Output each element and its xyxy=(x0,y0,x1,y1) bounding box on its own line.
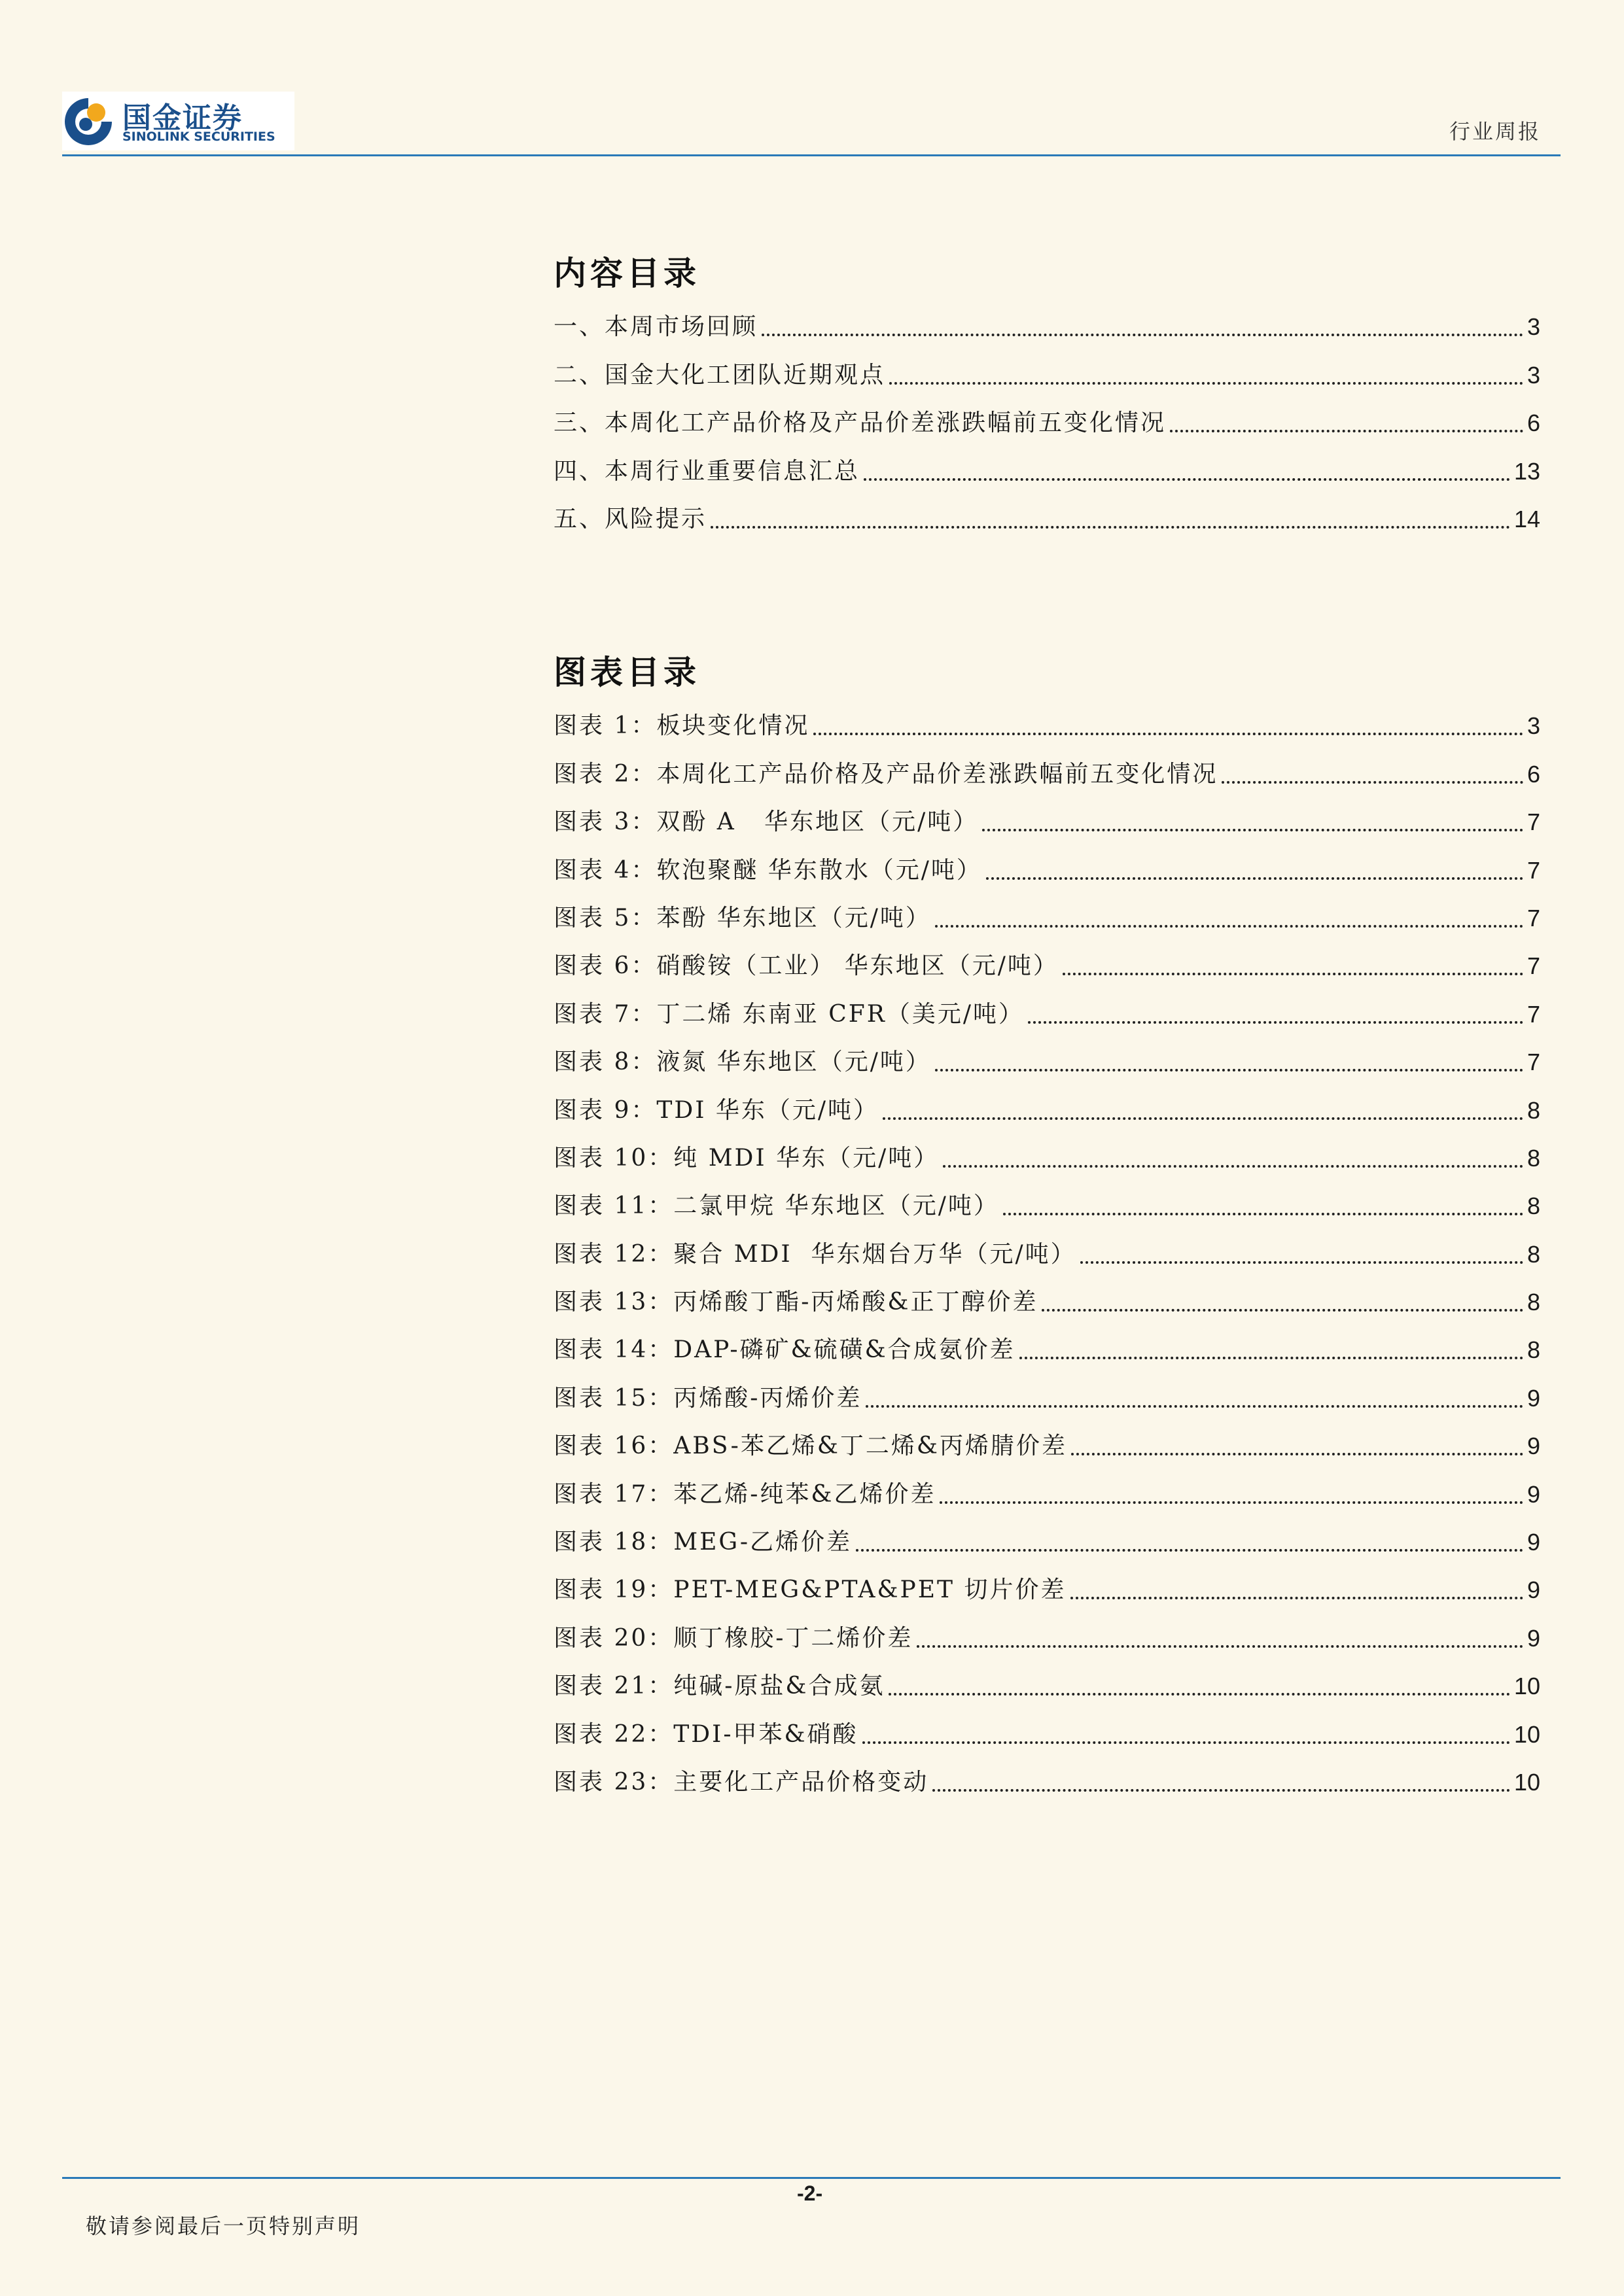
toc-entry-label: 三、本周化工产品价格及产品价差涨跌幅前五变化情况 xyxy=(554,409,1167,437)
toc-entry-page: 14 xyxy=(1513,505,1540,532)
toc-entry-page: 13 xyxy=(1513,457,1540,485)
dot-leader xyxy=(862,1741,1510,1744)
toc-entry-label: 图表 7：丁二烯 东南亚 CFR（美元/吨） xyxy=(554,1000,1024,1028)
figure-entry[interactable] xyxy=(554,702,1540,750)
toc-entry-page: 8 xyxy=(1527,1192,1540,1220)
dot-leader xyxy=(1070,1597,1523,1599)
toc-entry-label: 图表 19：PET-MEG&PTA&PET 切片价差 xyxy=(554,1576,1067,1604)
dot-leader xyxy=(935,925,1523,928)
dot-leader xyxy=(1003,1213,1523,1215)
figure-entry[interactable] xyxy=(554,1182,1540,1230)
toc-entry-page: 9 xyxy=(1527,1576,1540,1604)
dot-leader xyxy=(1222,781,1523,784)
dot-leader xyxy=(889,382,1523,385)
toc-entry-label: 图表 8：液氮 华东地区（元/吨） xyxy=(554,1049,931,1076)
dot-leader xyxy=(986,877,1523,880)
dot-leader xyxy=(1071,1453,1523,1455)
company-logo xyxy=(62,92,294,150)
toc-entry-page: 7 xyxy=(1527,856,1540,884)
contents-entry[interactable] xyxy=(554,351,1540,398)
figure-entry[interactable] xyxy=(554,1278,1540,1326)
dot-leader xyxy=(1080,1261,1523,1264)
dot-leader xyxy=(935,1069,1523,1071)
figure-entry[interactable] xyxy=(554,846,1540,894)
toc-entry-label: 图表 5：苯酚 华东地区（元/吨） xyxy=(554,904,931,931)
figure-entry[interactable] xyxy=(554,894,1540,942)
contents-entry[interactable] xyxy=(554,399,1540,447)
toc-entry-page: 7 xyxy=(1527,1000,1540,1028)
sinolink-logo-icon xyxy=(62,96,115,148)
figure-entry[interactable] xyxy=(554,1662,1540,1710)
toc-entry-page: 7 xyxy=(1527,1049,1540,1076)
toc-entry-label: 图表 2：本周化工产品价格及产品价差涨跌幅前五变化情况 xyxy=(554,760,1218,788)
dot-leader xyxy=(1042,1309,1523,1312)
dot-leader xyxy=(856,1549,1523,1552)
toc-entry-page: 3 xyxy=(1527,313,1540,341)
logo-english-name: SINOLINK SECURITIES xyxy=(122,130,275,144)
figures-title: 图表目录 xyxy=(554,653,700,691)
toc-entry-page: 8 xyxy=(1527,1144,1540,1172)
figure-entry[interactable] xyxy=(554,1038,1540,1086)
dot-leader xyxy=(1019,1357,1523,1359)
toc-entry-page: 9 xyxy=(1527,1480,1540,1508)
figure-entry[interactable] xyxy=(554,1614,1540,1661)
logo-chinese-name: 国金证券 xyxy=(122,101,243,135)
toc-entry-label: 图表 23：主要化工产品价格变动 xyxy=(554,1768,929,1796)
toc-entry-page: 8 xyxy=(1527,1336,1540,1364)
contents-entry[interactable] xyxy=(554,447,1540,495)
figure-entry[interactable] xyxy=(554,990,1540,1037)
page-number: -2- xyxy=(797,2182,823,2205)
toc-entry-label: 一、本周市场回顾 xyxy=(554,313,758,341)
dot-leader xyxy=(1028,1021,1523,1024)
figure-entry[interactable] xyxy=(554,1134,1540,1182)
header-divider xyxy=(62,154,1561,156)
toc-entry-label: 图表 13：丙烯酸丁酯-丙烯酸&正丁醇价差 xyxy=(554,1289,1038,1316)
toc-entry-label: 图表 11：二氯甲烷 华东地区（元/吨） xyxy=(554,1192,999,1220)
toc-entry-label: 图表 14：DAP-磷矿&硫磺&合成氨价差 xyxy=(554,1336,1015,1364)
dot-leader xyxy=(940,1501,1523,1504)
toc-entry-label: 图表 12：聚合 MDI 华东烟台万华（元/吨） xyxy=(554,1240,1076,1268)
dot-leader xyxy=(883,1117,1523,1120)
toc-entry-label: 图表 6：硝酸铵（工业） 华东地区（元/吨） xyxy=(554,952,1059,980)
dot-leader xyxy=(889,1693,1509,1696)
dot-leader xyxy=(864,478,1510,481)
figure-entry[interactable] xyxy=(554,1326,1540,1374)
toc-entry-page: 6 xyxy=(1527,409,1540,437)
toc-entry-page: 7 xyxy=(1527,904,1540,931)
toc-entry-page: 6 xyxy=(1527,760,1540,788)
figure-entry[interactable] xyxy=(554,1374,1540,1421)
toc-entry-label: 图表 21：纯碱-原盐&合成氨 xyxy=(554,1673,885,1700)
dot-leader xyxy=(943,1165,1523,1168)
dot-leader xyxy=(866,1405,1523,1408)
toc-entry-label: 二、国金大化工团队近期观点 xyxy=(554,361,886,389)
toc-entry-page: 8 xyxy=(1527,1289,1540,1316)
toc-entry-page: 9 xyxy=(1527,1433,1540,1460)
dot-leader xyxy=(1063,973,1523,975)
figure-entry[interactable] xyxy=(554,1758,1540,1806)
dot-leader xyxy=(1170,430,1523,432)
dot-leader xyxy=(813,733,1523,735)
toc-entry-page: 8 xyxy=(1527,1096,1540,1124)
figure-entry[interactable] xyxy=(554,750,1540,797)
figure-entry[interactable] xyxy=(554,1086,1540,1134)
toc-entry-label: 图表 4：软泡聚醚 华东散水（元/吨） xyxy=(554,856,982,884)
contents-list xyxy=(554,303,1540,543)
toc-entry-page: 9 xyxy=(1527,1384,1540,1412)
figure-entry[interactable] xyxy=(554,1470,1540,1518)
toc-entry-label: 图表 15：丙烯酸-丙烯价差 xyxy=(554,1384,862,1412)
figure-entry[interactable] xyxy=(554,1230,1540,1278)
toc-entry-page: 3 xyxy=(1527,712,1540,740)
toc-entry-page: 8 xyxy=(1527,1240,1540,1268)
toc-entry-label: 图表 18：MEG-乙烯价差 xyxy=(554,1529,852,1556)
report-type-label: 行业周报 xyxy=(1449,119,1541,144)
figure-entry[interactable] xyxy=(554,942,1540,990)
toc-entry-label: 图表 10：纯 MDI 华东（元/吨） xyxy=(554,1144,940,1172)
toc-entry-page: 7 xyxy=(1527,809,1540,836)
contents-entry[interactable] xyxy=(554,303,1540,351)
toc-entry-page: 9 xyxy=(1527,1529,1540,1556)
figure-entry[interactable] xyxy=(554,1422,1540,1470)
toc-entry-label: 图表 1：板块变化情况 xyxy=(554,712,810,740)
dot-leader xyxy=(711,526,1510,529)
disclaimer-text: 敬请参阅最后一页特别声明 xyxy=(86,2214,361,2238)
dot-leader xyxy=(932,1789,1510,1792)
figures-list xyxy=(554,702,1540,1806)
toc-entry-label: 四、本周行业重要信息汇总 xyxy=(554,457,860,485)
footer-divider xyxy=(62,2177,1561,2179)
toc-entry-page: 7 xyxy=(1527,952,1540,980)
figure-entry[interactable] xyxy=(554,1566,1540,1614)
toc-entry-label: 图表 20：顺丁橡胶-丁二烯价差 xyxy=(554,1624,913,1652)
figure-entry[interactable] xyxy=(554,798,1540,846)
toc-entry-page: 10 xyxy=(1513,1768,1540,1796)
dot-leader xyxy=(917,1645,1523,1648)
toc-entry-label: 图表 17：苯乙烯-纯苯&乙烯价差 xyxy=(554,1480,936,1508)
figure-entry[interactable] xyxy=(554,1710,1540,1758)
dot-leader xyxy=(982,829,1523,831)
contents-title: 内容目录 xyxy=(554,254,700,292)
toc-entry-label: 五、风险提示 xyxy=(554,505,707,532)
contents-entry[interactable] xyxy=(554,495,1540,543)
toc-entry-page: 10 xyxy=(1513,1720,1540,1748)
toc-entry-page: 10 xyxy=(1513,1673,1540,1700)
dot-leader xyxy=(762,334,1523,336)
toc-entry-page: 9 xyxy=(1527,1624,1540,1652)
toc-entry-label: 图表 16：ABS-苯乙烯&丁二烯&丙烯腈价差 xyxy=(554,1433,1067,1460)
toc-entry-label: 图表 9：TDI 华东（元/吨） xyxy=(554,1096,879,1124)
toc-entry-label: 图表 22：TDI-甲苯&硝酸 xyxy=(554,1720,858,1748)
figure-entry[interactable] xyxy=(554,1518,1540,1566)
toc-entry-page: 3 xyxy=(1527,361,1540,389)
toc-entry-label: 图表 3：双酚 A 华东地区（元/吨） xyxy=(554,809,979,836)
